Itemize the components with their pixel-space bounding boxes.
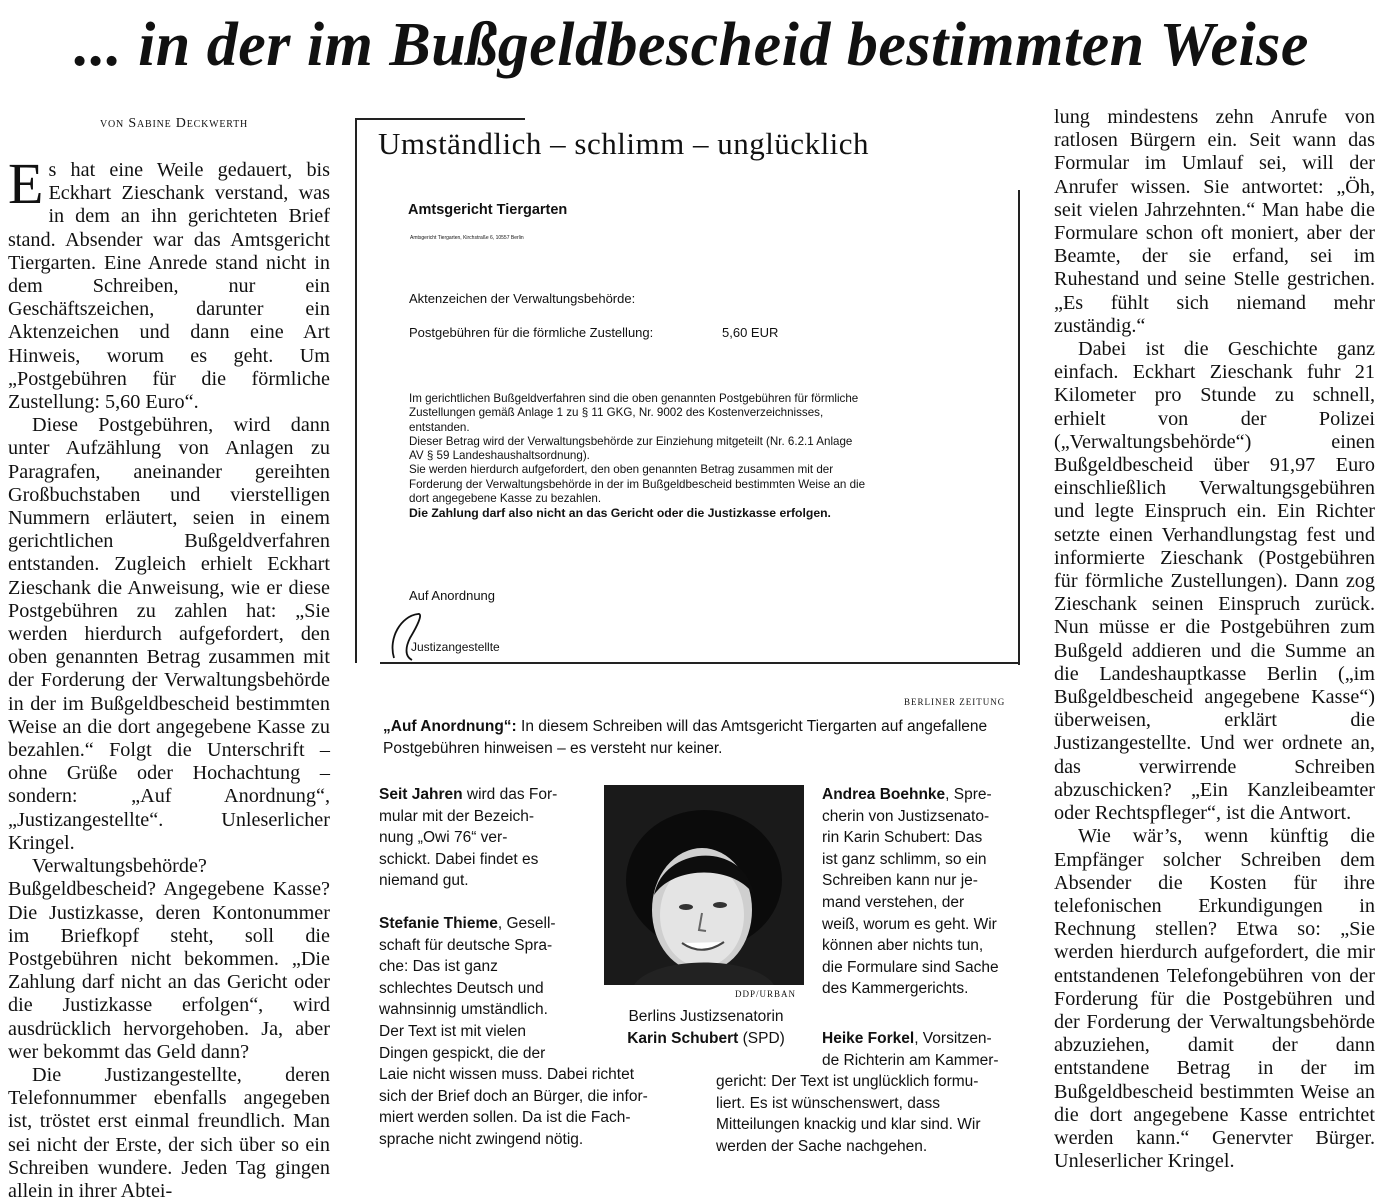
article-paragraph: Es hat eine Weile gedauert, bis Eckhart Zieschank verstand, was in dem an ihn gerichteten Brief stand. Absender war das Amtsgericht Tiergarten. Eine Anrede stand nicht in dem Schreiben, nur ein Geschäftszeichen, darunter ein Aktenzeichen und dann eine Art Hinweis, worum es geht. Um „Postgebühren für die förmliche Zustellung: 5,60 Euro“. bbox=[8, 151, 330, 414]
letter-fee-value: 5,60 EUR bbox=[722, 325, 779, 340]
photo-caption-name-line: Karin Schubert (SPD) bbox=[627, 1029, 785, 1047]
article-paragraph: Diese Postgebühren, wird dann unter Aufzählung von Anlagen zu Paragrafen, aneinander gereihten Großbuchstaben und vierstelligen Nummern erläutert, seien in einem gerichtlichen Bußgeldverfahren entstanden. Zugleich erhielt Eckhart Zieschank die Anweisung, wie er diese Postgebühren zu zahlen hat: „Sie werden hierdurch aufgefordert, den oben genannten Betrag zusammen mit der Forderung der Verwaltungsbehörde in der im Bußgeldbescheid bestimmten Weise an die dort angegebene Kasse zu bezahlen.“ Folgt die Unterschrift – ohne Grüße oder Hochachtung – sondern: „Auf Anordnung“, „Justizangestellte“. Unleserlicher Kringel. bbox=[8, 414, 330, 854]
quote-line: schaft für deutsche Spra- bbox=[379, 936, 553, 954]
document-frame-bottom bbox=[380, 662, 1020, 664]
quote-line: können aber nichts tun, bbox=[822, 937, 984, 955]
portrait-image bbox=[604, 785, 804, 985]
letter-line: Dieser Betrag wird der Verwaltungsbehörde zur Einziehung mitgeteilt (Nr. 6.2.1 Anlage bbox=[409, 434, 853, 448]
letter-order: Auf Anordnung bbox=[409, 588, 496, 603]
quote-line: gericht: Der Text ist unglücklich formu- bbox=[716, 1073, 979, 1091]
quote-line: Schreiben kann nur je- bbox=[822, 872, 978, 890]
quote-line: mand verstehen, der bbox=[822, 893, 965, 911]
letter-signatory: Justizangestellte bbox=[411, 640, 500, 654]
article-paragraph: Wie wär’s, wenn künftig die Empfänger solcher Schreiben dem Absender die Kosten für ihre telefonischen Erkundigungen in Rechnung stellen? Etwa so: „Sie werden hierdurch aufgefordert, die mir entstandenen Telefongebühren von der Forderung für die Postgebühren und der Forderung der Verwaltungsbehörde abzuziehen, damit der dann entstandene Betrag in der im Bußgeldbescheid bestimmten Weise an die dort angegebene Kasse entrichtet werden kann.“ Genervter Bürger. Unleserlicher Kringel. bbox=[1054, 825, 1375, 1173]
document-frame-top bbox=[355, 118, 525, 120]
photo-caption-line: Berlins Justizsenatorin bbox=[628, 1008, 784, 1025]
caption-text: In diesem Schreiben will das Amtsgericht Tiergarten auf angefallene Postgebühren hinweisen – es versteht nur keiner. bbox=[383, 718, 988, 757]
quote-line: niemand gut. bbox=[379, 872, 469, 890]
letter-fee-label: Postgebühren für die förmliche Zustellung: bbox=[409, 325, 654, 340]
quote-line: schlechtes Deutsch und bbox=[379, 979, 544, 997]
quote-line: ist ganz schlimm, so ein bbox=[822, 850, 987, 868]
quote-line: die Formulare sind Sache bbox=[822, 958, 999, 976]
quote-line: werden der Sache nachgehen. bbox=[716, 1137, 928, 1155]
quote-line: che: Das ist ganz bbox=[379, 958, 498, 976]
article-paragraph: Die Justizangestellte, deren Telefonnummer ebenfalls angegeben ist, tröstet erst einmal freundlich. Man sei nicht der Erste, der sich über so ein Schreiben wundere. Jeden Tag gingen allein in ihrer Abtei- bbox=[8, 1063, 330, 1202]
letter-line: AV § 59 Landeshaushaltsordnung). bbox=[409, 449, 590, 463]
letter-line: entstanden. bbox=[409, 420, 470, 434]
article-paragraph: lung mindestens zehn Anrufe von ratlosen Bürgern ein. Seit wann das Formular im Umlauf sei, will der Anrufer wissen. Sie antwortet: „Öh, seit vielen Jahrzehnten.“ Man habe die Formulare schon oft moniert, aber der Beamte, der sie erfand, sei im Ruhestand und seine Stelle gestrichen. „Es fühlt sich niemand mehr zuständig.“ bbox=[1054, 106, 1375, 337]
letter-file-number-label: Aktenzeichen der Verwaltungsbehörde: bbox=[409, 291, 636, 306]
quote-line: rin Karin Schubert: Das bbox=[822, 829, 983, 847]
quote-line: Seit Jahren wird das For- bbox=[379, 786, 558, 803]
quote-line: de Richterin am Kammer- bbox=[822, 1051, 999, 1069]
letter-line: Forderung der Verwaltungsbehörde in der im Bußgeldbescheid bestimmten Weise an die bbox=[409, 477, 866, 491]
quote-line: des Kammergerichts. bbox=[822, 980, 969, 998]
letter-line: dort angegebene Kasse zu bezahlen. bbox=[409, 492, 602, 506]
letter-line: Im gerichtlichen Bußgeldverfahren sind die oben genannten Postgebühren für förmliche bbox=[409, 392, 859, 405]
caption-lead: „Auf Anordnung“: bbox=[383, 718, 517, 735]
byline: von Sabine Deckwerth bbox=[100, 116, 249, 131]
quote-block-right bbox=[822, 784, 999, 1000]
photo-credit: DDP/URBAN bbox=[735, 989, 797, 999]
letter-line: Zustellungen gemäß Anlage 1 zu § 11 GKG, Nr. 9002 des Kostenverzeichnisses, bbox=[409, 406, 824, 420]
letter-body bbox=[409, 392, 1019, 521]
quote-line: wahnsinnig umständlich. bbox=[379, 1001, 548, 1019]
document-credit: BERLINER ZEITUNG bbox=[904, 697, 1006, 707]
quote-line: cherin von Justizsenato- bbox=[822, 807, 990, 825]
article-column-right bbox=[1054, 106, 1375, 1173]
signature-scribble-icon bbox=[386, 608, 446, 668]
document-caption bbox=[383, 716, 1043, 760]
headline: ... in der im Bußgeldbescheid bestimmten Weise bbox=[74, 11, 1309, 79]
letter-line: Sie werden hierdurch aufgefordert, den oben genannten Betrag zusammen mit der bbox=[409, 463, 834, 477]
quote-line: sprache nicht zwingend nötig. bbox=[379, 1130, 584, 1148]
quote-line: schickt. Dabei findet es bbox=[379, 850, 539, 868]
letter-bold-line: Die Zahlung darf also nicht an das Gericht oder die Justizkasse erfolgen. bbox=[409, 506, 831, 521]
quote-line: mular mit der Bezeich- bbox=[379, 807, 535, 825]
article-paragraph: Verwaltungsbehörde? Bußgeldbescheid? Angegebene Kasse? Die Justizkasse, deren Kontonummer im Briefkopf steht, soll die Postgebühren nicht bekommen. „Die Zahlung darf nicht an das Gericht oder die Justizkasse erfolgen“, wird ausdrücklich hervorgehoben. Ja, aber wer bekommt das Geld dann? bbox=[8, 855, 330, 1063]
quote-line: miert werden sollen. Da ist die Fach- bbox=[379, 1109, 631, 1127]
quote-line: Andrea Boehnke, Spre- bbox=[822, 786, 992, 803]
quote-line: Dingen gespickt, die der bbox=[379, 1044, 546, 1062]
quote-block-bottom bbox=[716, 1028, 999, 1158]
portrait-photo bbox=[604, 785, 804, 985]
drop-cap: E bbox=[8, 151, 44, 216]
quote-line: Laie nicht wissen muss. Dabei richtet bbox=[379, 1066, 635, 1084]
quote-line: Der Text ist mit vielen bbox=[379, 1022, 527, 1040]
quote-line: Heike Forkel, Vorsitzen- bbox=[822, 1030, 992, 1047]
quote-line: weiß, worum es geht. Wir bbox=[822, 915, 997, 933]
quote-line: sich der Brief doch an Bürger, die infor- bbox=[379, 1087, 648, 1105]
letter-address: Amtsgericht Tiergarten, Kirchstraße 6, 10557 Berlin bbox=[410, 235, 524, 241]
quote-line: liert. Es ist wünschenswert, dass bbox=[716, 1094, 940, 1112]
document-frame-left bbox=[355, 118, 357, 663]
document-title: Umständlich – schlimm – unglücklich bbox=[378, 126, 870, 161]
letter-court-name: Amtsgericht Tiergarten bbox=[408, 202, 568, 218]
quote-line: Mitteilungen knackig und klar sind. Wir bbox=[716, 1116, 981, 1134]
article-paragraph: Dabei ist die Geschichte ganz einfach. Eckhart Zieschank fuhr 21 Kilometer pro Stunde zu schnell, erhielt von der Polizei („Verwaltungsbehörde“) einen Bußgeldbescheid über 91,97 Euro einschließlich Verwaltungsgebühren und legte Einspruch ein. Ein Richter setzte einen Verhandlungstag fest und informierte Zieschank (Postgebühren für förmliche Zustellungen). Dann zog Zieschank seinen Einspruch zurück. Nun müsse er die Postgebühren zum Bußgeld addieren und die Summe an die Landeshauptkasse Berlin („im Bußgeldbescheid angegebene Kasse“) überweisen, erklärt die Justizangestellte. Und wer ordnete an, das verwirrende Schreiben abzuschicken? „Ein Kanzleibeamter oder Rechtspfleger“, ist die Antwort. bbox=[1054, 338, 1375, 825]
quote-line: nung „Owi 76“ ver- bbox=[379, 829, 508, 847]
quote-line: Stefanie Thieme, Gesell- bbox=[379, 914, 556, 932]
article-column-left bbox=[8, 151, 330, 1203]
